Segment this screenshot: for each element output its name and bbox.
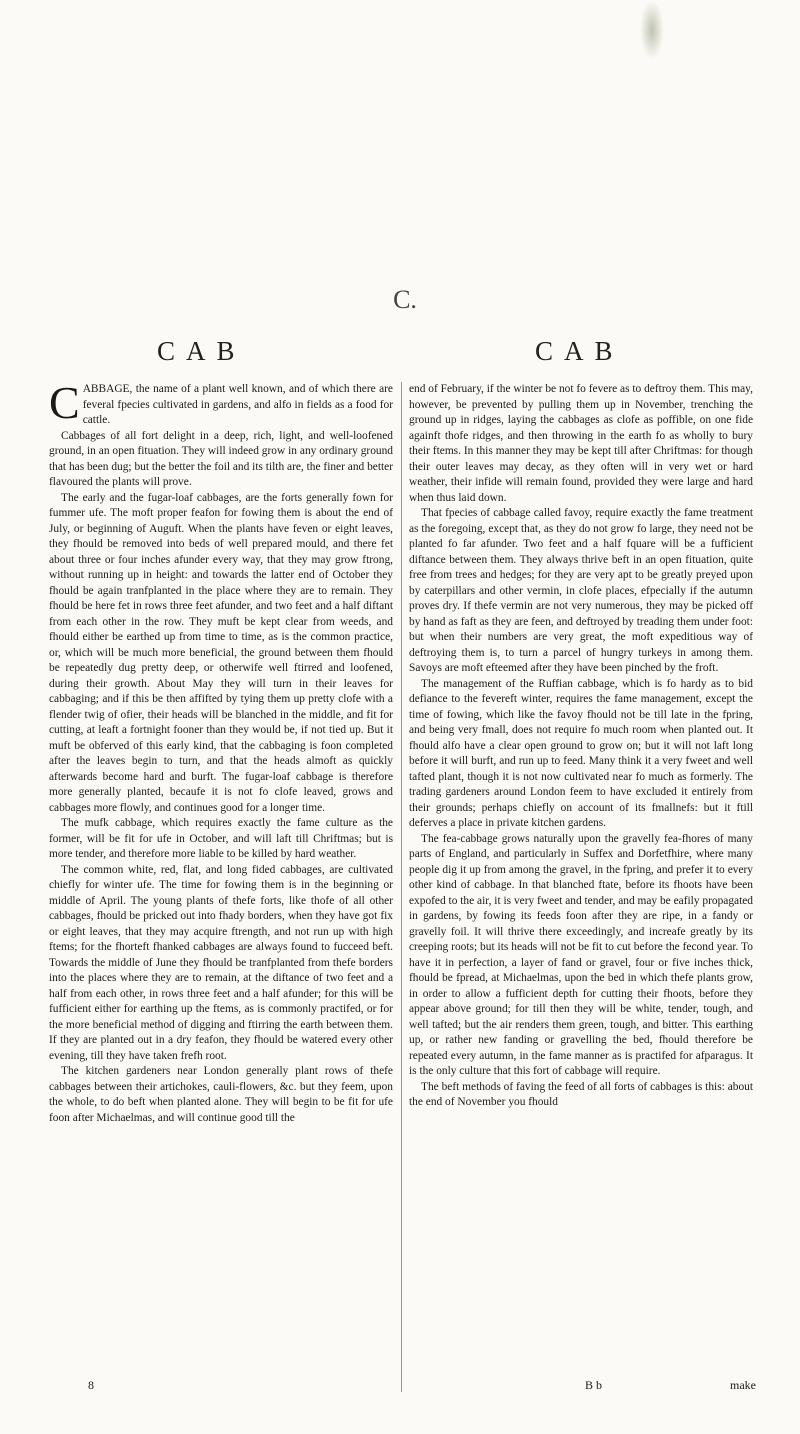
paper-stain	[640, 0, 664, 60]
paragraph: Cabbages of all fort delight in a deep, rich, light, and well-loofened ground, in an open fituation. They will indeed grow in any ordinary ground that has been dug; but the better the foil and its tilth are, the finer and better flavoured the plants will prove.	[49, 429, 393, 488]
paragraph: That fpecies of cabbage called favoy, require exactly the fame treatment as the foregoing, except that, as they do not grow fo large, they need not be planted fo far afunder. Two feet and a half fquare will be a fufficient diftance between them. They always thrive beft in an open fituation, quite free from trees and hedges; for they are very apt to be greatly preyed upon by caterpillars and other vermin, in clofe places, efpecially if the autumn proves dry. If thefe vermin are not very numerous, they may be picked off by hand as faft as they are feen, and deftroyed by treading them under foot: but when their numbers are very great, the moft expeditious way of deftroying them is, to turn a parcel of hungry turkeys in among them. Savoys are moft efteemed after they have been pinched by the froft.	[409, 507, 753, 674]
paragraph: The kitchen gardeners near London generally plant rows of thefe cabbages between their artichokes, cauli-flowers, &c. but they feem, upon the whole, to do beft when planted alone. They will begin to be fit for ufe foon after Michaelmas, and will continue good till the	[49, 1065, 393, 1124]
running-heads	[0, 336, 800, 370]
left-column	[49, 382, 393, 1392]
paragraph: The management of the Ruffian cabbage, which is fo hardy as to bid defiance to the fevereft winter, requires the fame management, except the time of fowing, which like the favoy fhould not be till late in the fpring, and being very fmall, does not require fo much room when planted out. It fhould alfo have a clear open ground to grow on; but it will not laft long before it will burft, and run up to feed. Many think it a very fweet and well tafted plant, though it is not now cultivated near fo much as formerly. The trading gardeners around London feem to have excluded it entirely from their grounds; perhaps chiefly on account of its fmallnefs: but it ftill deferves a place in private kitchen gardens.	[409, 677, 753, 829]
column-rule	[401, 382, 402, 1392]
paragraph	[49, 382, 393, 429]
running-head-left: CAB	[157, 336, 246, 366]
paragraph: The beft methods of faving the feed of all forts of cabbages is this: about the end of November you fhould	[409, 1080, 753, 1108]
paragraph-text: ABBAGE, the name of a plant well known, and of which there are feveral fpecies cultivated in gardens, and alfo in fields as a food for cattle.	[82, 383, 393, 426]
right-column	[409, 382, 753, 1392]
paragraph: The early and the fugar-loaf cabbages, are the forts generally fown for fummer ufe. The moft proper feafon for fowing them is about the end of July, or beginning of Auguft. When the plants have feven or eight leaves, they fhould be removed into beds of well prepared mould, and there fet about three or four inches afunder every way, that they may grow ftrong, without running up in height: and towards the latter end of October they fhould be again tranfplanted in the place where they are to remain. They fhould be here fet in rows three feet afunder, and two feet and a half diftant from each other in the row. They muft be kept clear from weeds, and fhould either be earthed up from time to time, as is the common practice, or, which will be much more beneficial, the ground between them fhould be repeatedly dug pretty deep, or otherwife well ftirred and loofened, during their growth. About May they will turn in their leaves for cabbaging; and if this be then affifted by tying them up pretty clofe with a flender twig of ofier, their heads will be blanched in the middle, and fit for cutting, at leaft a fortnight fooner than they would be, if not tied up. But it muft be obferved of this early kind, that the cabbaging is foon completed after the leaves begin to turn, and that the heads almoft as quickly afterwards become hard and burft. The fugar-loaf cabbage is therefore more generally planted, becaufe it is not fo clofe leaved, grows and cabbages more flowly, and continues good for a longer time.	[49, 491, 393, 814]
drop-cap: C	[49, 382, 80, 428]
running-head-right: CAB	[535, 336, 624, 366]
signature-mark: B b	[585, 1378, 603, 1392]
section-letter: C.	[393, 285, 417, 314]
paragraph: end of February, if the winter be not fo fevere as to deftroy them. This may, however, be prevented by pulling them up in November, trenching the ground up in ridges, laying the cabbages as clofe as poffible, on one fide againft thofe ridges, and then throwing in the earth fo as wholly to bury their ftems. In this manner they may be kept till after Chriftmas: for though their outer leaves may decay, as they often will in very wet or hard weather, their infide will remain found, provided they were large and hard when thus laid down.	[409, 383, 753, 504]
catchword: make	[730, 1378, 756, 1392]
paragraph: The fea-cabbage grows naturally upon the gravelly fea-fhores of many parts of England, and particularly in Suffex and Dorfetfhire, where many people dig it up from among the gravel, in the fpring, and prefer it to every other kind of cabbage. In that blanched ftate, before its fhoots have been expofed to the air, it is very fweet and tender, and may be eafily propagated in gardens, by fowing its feeds foon after they are ripe, in a fandy or gravelly foil. It will thrive there exceedingly, and increafe greatly by its creeping roots; but its heads will not be fit to cut before the fecond year. To have it in perfection, a layer of fand or gravel, four or five inches thick, fhould be fpread, at Michaelmas, upon the bed in which thefe plants grow, in order to allow a fufficient depth for cutting their fhoots, before they appear above ground; for till then they will be white, tender, tough, and well tafted; but the air renders them green, tough, and bitter. This earthing up, or rather new fanding or gravelling the bed, fhould therefore be repeated every autumn, in the fame manner as is practifed for afparagus. It is the only culture that this fort of cabbage will require.	[409, 832, 753, 1077]
paragraph: The common white, red, flat, and long fided cabbages, are cultivated chiefly for winter ufe. The time for fowing them is in the beginning or middle of April. The young plants of thefe forts, like thofe of all other cabbages, fhould be pricked out into fhady borders, when they have got fix or eight leaves, that they may acquire ftrength, and not run up with high ftems; for the fhorteft fhanked cabbages are always found to fucceed beft. Towards the middle of June they fhould be tranfplanted from thefe borders into the places where they are to remain, at the diftance of two feet and a half from each other, in rows three feet and a half afunder; for this will be fufficient either for earthing up the ftems, as is commonly practifed, or for the more beneficial method of digging and ftirring the earth between them. If they are planted out in a dry feafon, they fhould be watered every other evening, till they have taken frefh root.	[49, 863, 393, 1062]
page-number: 8	[88, 1378, 94, 1392]
paragraph: The mufk cabbage, which requires exactly the fame culture as the former, will be fit for ufe in October, and will laft till Chriftmas; but is more tender, and therefore more liable to be killed by hard weather.	[49, 817, 393, 860]
